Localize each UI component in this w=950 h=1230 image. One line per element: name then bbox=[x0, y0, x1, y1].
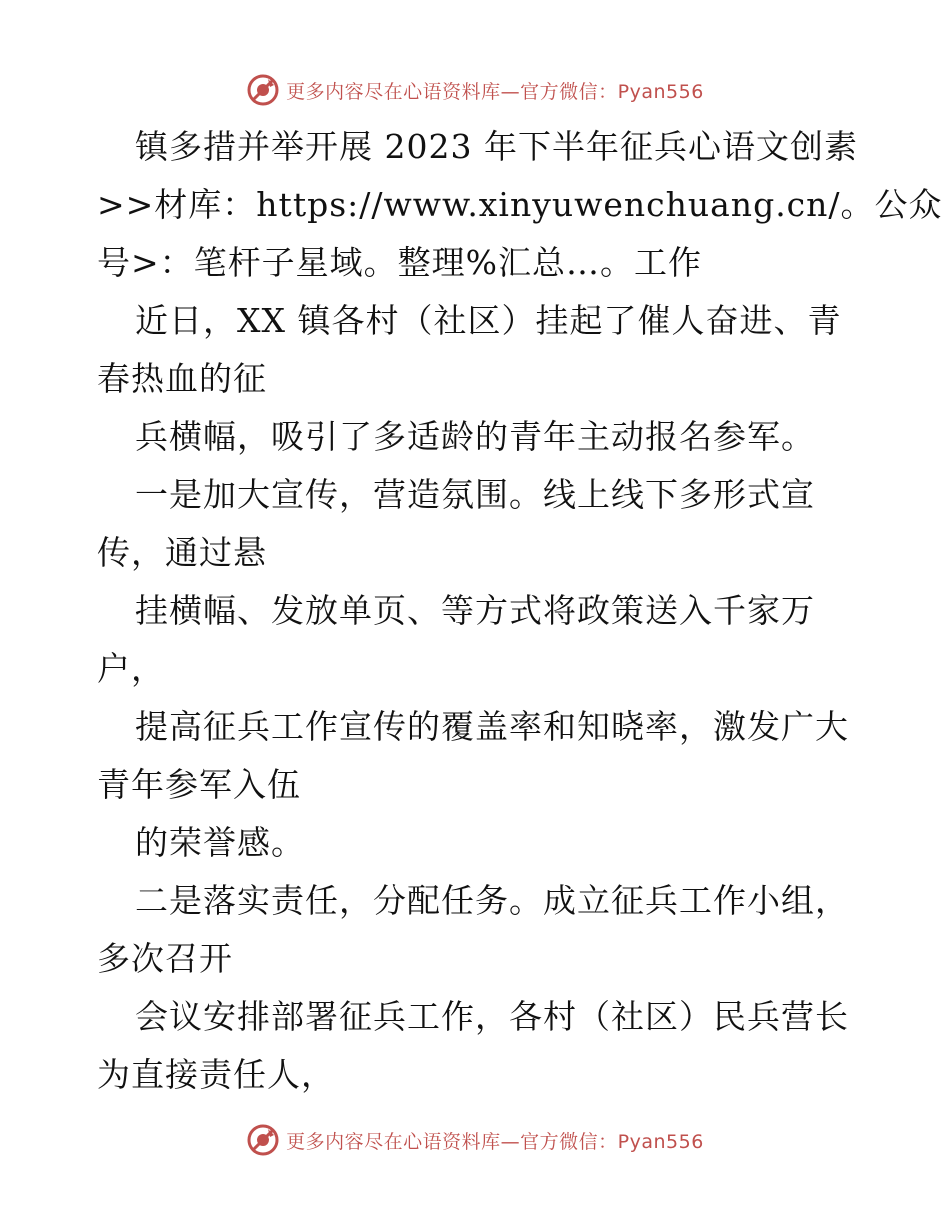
footer-banner-content bbox=[246, 1123, 704, 1157]
doc-line: 近日，XX 镇各村（社区）挂起了催人奋进、青 bbox=[135, 301, 842, 340]
doc-line: 兵横幅，吸引了多适龄的青年主动报名参军。 bbox=[135, 417, 815, 456]
brand-logo-icon bbox=[246, 73, 280, 107]
header-watermark-banner bbox=[0, 68, 950, 112]
doc-line: 户， bbox=[97, 649, 165, 688]
doc-line: 的荣誉感。 bbox=[135, 823, 305, 862]
document-body bbox=[97, 118, 943, 1104]
doc-line: 挂横幅、发放单页、等方式将政策送入千家万 bbox=[135, 591, 815, 630]
doc-line: >>材库：https://www.xinyuwenchuang.cn/。公众 bbox=[97, 185, 943, 224]
brand-logo-icon bbox=[246, 1123, 280, 1157]
doc-line: 提高征兵工作宣传的覆盖率和知晓率，激发广大 bbox=[135, 707, 849, 746]
doc-line: 春热血的征 bbox=[97, 359, 267, 398]
doc-line: 传，通过悬 bbox=[97, 533, 267, 572]
doc-line: 二是落实责任，分配任务。成立征兵工作小组， bbox=[135, 881, 849, 920]
doc-line: 青年参军入伍 bbox=[97, 765, 301, 804]
header-banner-content bbox=[246, 73, 704, 107]
header-banner-text: 更多内容尽在心语资料库—官方微信：Pyan556 bbox=[286, 80, 704, 103]
doc-line: 镇多措并举开展 2023 年下半年征兵心语文创素 bbox=[135, 127, 858, 166]
doc-line: 多次召开 bbox=[97, 939, 233, 978]
footer-banner-text: 更多内容尽在心语资料库—官方微信：Pyan556 bbox=[286, 1130, 704, 1153]
doc-line: 为直接责任人， bbox=[97, 1055, 335, 1094]
footer-watermark-banner bbox=[0, 1118, 950, 1162]
doc-line: 会议安排部署征兵工作，各村（社区）民兵营长 bbox=[135, 997, 849, 1036]
doc-line: 号>：笔杆子星域。整理%汇总…。工作 bbox=[97, 243, 703, 282]
doc-line: 一是加大宣传，营造氛围。线上线下多形式宣 bbox=[135, 475, 815, 514]
